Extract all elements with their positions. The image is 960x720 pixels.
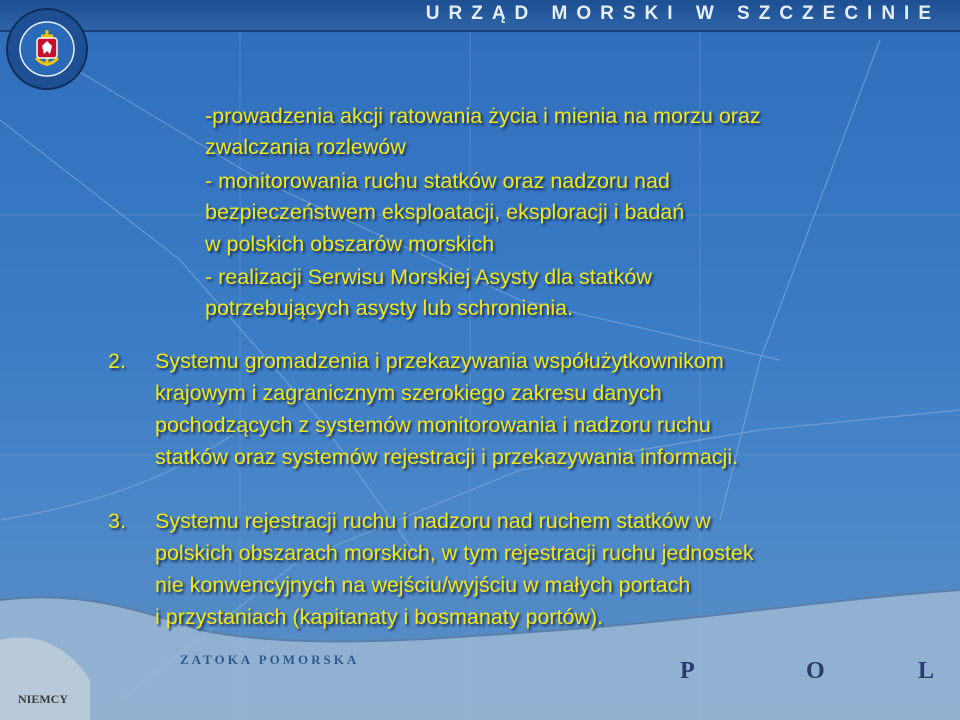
- map-label-pol-l: L: [918, 658, 935, 684]
- text-line: Systemu rejestracji ruchu i nadzoru nad ruchem statków w: [155, 509, 711, 533]
- text-line: potrzebujących asysty lub schronienia.: [205, 296, 574, 320]
- text-line: krajowym i zagranicznym szerokiego zakresu danych: [155, 381, 662, 405]
- text-line: w polskich obszarów morskich: [205, 232, 495, 256]
- text-line: - realizacji Serwisu Morskiej Asysty dla statków: [205, 265, 652, 289]
- header-title: URZĄD MORSKI W SZCZECINIE: [425, 3, 940, 24]
- text-line: pochodzących z systemów monitorowania i nadzoru ruchu: [155, 413, 711, 437]
- map-label-pol-p: P: [680, 658, 695, 684]
- text-line: polskich obszarach morskich, w tym rejestracji ruchu jednostek: [155, 541, 754, 565]
- text-line: -prowadzenia akcji ratowania życia i mienia na morzu oraz: [205, 104, 761, 128]
- text-line: bezpieczeństwem eksploatacji, eksploracji i badań: [205, 200, 685, 224]
- text-line: zwalczania rozlewów: [205, 135, 406, 159]
- text-line: Systemu gromadzenia i przekazywania współużytkownikom: [155, 349, 724, 373]
- text-line: i przystaniach (kapitanaty i bosmanaty portów).: [155, 605, 604, 629]
- map-label-pol-o: O: [806, 658, 825, 684]
- text-line: nie konwencyjnych na wejściu/wyjściu w małych portach: [155, 573, 691, 597]
- map-label-niemcy: NIEMCY: [18, 692, 68, 706]
- list-number: 3.: [108, 509, 126, 533]
- text-line: statków oraz systemów rejestracji i przekazywania informacji.: [155, 445, 739, 469]
- map-label-zatoka: ZATOKA POMORSKA: [180, 652, 360, 667]
- text-line: - monitorowania ruchu statków oraz nadzoru nad: [205, 169, 670, 193]
- list-number: 2.: [108, 349, 126, 373]
